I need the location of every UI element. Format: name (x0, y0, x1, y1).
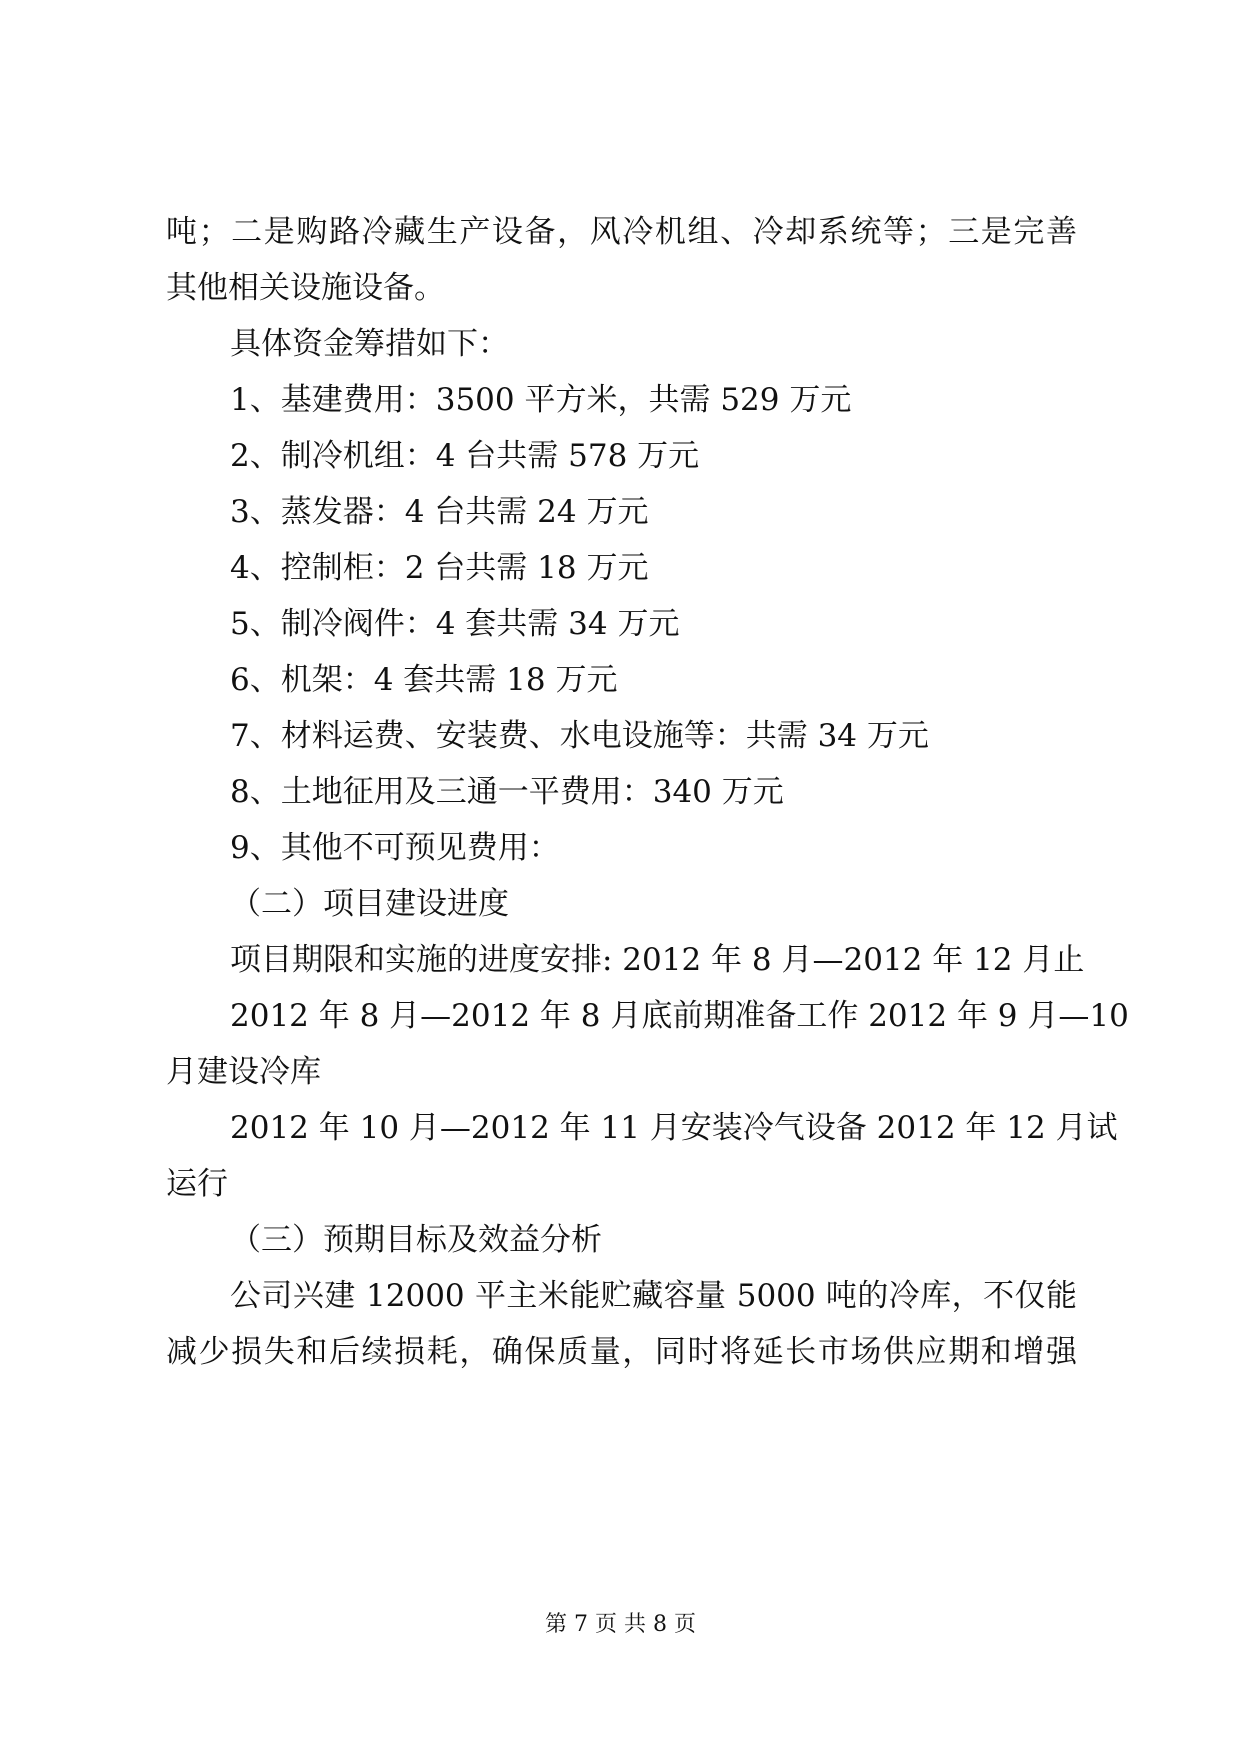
list-item: 5、制冷阀件：4 套共需 34 万元 (230, 606, 680, 642)
text-line: 其他相关设施设备。 (166, 270, 445, 306)
text-line: 吨；二是购路冷藏生产设备，风冷机组、冷却系统等；三是完善 (166, 214, 1077, 250)
list-item: 9、其他不可预见费用： (230, 830, 560, 866)
list-item: 3、蒸发器：4 台共需 24 万元 (230, 494, 649, 530)
section-heading: （三）预期目标及效益分析 (230, 1222, 602, 1258)
list-item: 1、基建费用：3500 平方米，共需 529 万元 (230, 382, 852, 418)
text-line: 2012 年 8 月—2012 年 8 月底前期准备工作 2012 年 9 月—10 (230, 998, 1129, 1034)
list-item: 8、土地征用及三通一平费用：340 万元 (230, 774, 784, 810)
text-line: 具体资金筹措如下： (230, 326, 509, 362)
list-item: 2、制冷机组：4 台共需 578 万元 (230, 438, 700, 474)
text-line: 运行 (166, 1166, 228, 1202)
list-item: 6、机架：4 套共需 18 万元 (230, 662, 618, 698)
text-line: 公司兴建 12000 平主米能贮藏容量 5000 吨的冷库，不仅能 (230, 1278, 1077, 1314)
page-footer: 第 7 页 共 8 页 (545, 1612, 696, 1637)
text-line: 月建设冷库 (166, 1054, 321, 1090)
list-item: 7、材料运费、安装费、水电设施等：共需 34 万元 (230, 718, 929, 754)
text-line: 2012 年 10 月—2012 年 11 月安装冷气设备 2012 年 12 月试 (230, 1110, 1118, 1146)
text-line: 减少损失和后续损耗，确保质量，同时将延长市场供应期和增强 (166, 1334, 1077, 1370)
text-line: 项目期限和实施的进度安排: 2012 年 8 月—2012 年 12 月止 (230, 942, 1085, 978)
list-item: 4、控制柜：2 台共需 18 万元 (230, 550, 649, 586)
section-heading: （二）项目建设进度 (230, 886, 509, 922)
